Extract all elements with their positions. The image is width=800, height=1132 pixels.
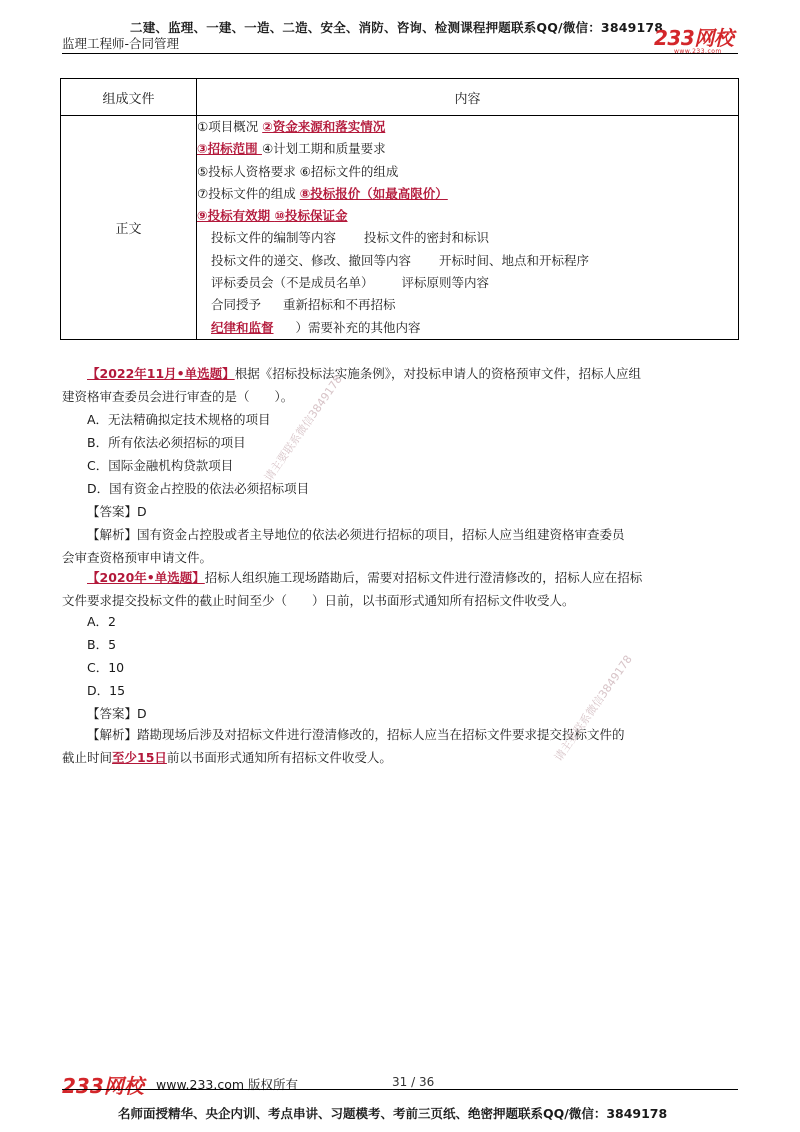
document-composition-table	[60, 78, 739, 340]
question-1-option: B．所有依法必须招标的项目	[87, 435, 246, 450]
question-2-option: A．2	[87, 614, 117, 629]
question-2-option: C．10	[87, 660, 125, 675]
header-divider	[62, 53, 738, 54]
question-1-answer: 【答案】D	[87, 504, 147, 519]
table-header-cell: 内容	[197, 79, 739, 116]
footer-divider	[62, 1089, 738, 1090]
content-line: 合同授予 重新招标和不再招标	[211, 297, 396, 313]
question-2-option: D．15	[87, 683, 126, 698]
content-line: 投标文件的编制等内容 投标文件的密封和标识	[211, 230, 490, 246]
content-line: ⑤投标人资格要求 ⑥招标文件的组成	[197, 163, 399, 179]
question-2-option: B．5	[87, 637, 117, 652]
question-2-analysis: 【解析】踏勘现场后涉及对招标文件进行澄清修改的，招标人应当在招标文件要求提交投标文件的 截止时间至少15日前以书面形式通知所有招标文件收受人。	[62, 727, 625, 765]
table-header-row	[61, 79, 739, 116]
question-tag: 【2020年•单选题】	[87, 570, 205, 585]
question-2-stem: 【2020年•单选题】招标人组织施工现场踏勘后，需要对招标文件进行澄清修改的，招标人应在招标 文件要求提交投标文件的截止时间至少（ ）日前，以书面形式通知所有招标文件收受人。	[62, 570, 643, 608]
question-tag: 【2022年11月•单选题】	[87, 366, 235, 381]
page-number: 31 / 36	[392, 1075, 435, 1089]
row-label: 正文	[61, 116, 197, 340]
table-header-cell: 组成文件	[61, 79, 197, 116]
brand-logo: 233网校 www.233.com	[654, 26, 734, 55]
content-line: 评标委员会（不是成员名单） 评标原则等内容	[211, 275, 490, 291]
content-line: 纪律和监督 ）需要补充的其他内容	[211, 319, 421, 335]
document-subject: 监理工程师-合同管理	[62, 36, 180, 51]
question-1-stem: 【2022年11月•单选题】根据《招标投标法实施条例》，对投标申请人的资格预审文件，招标人应组 建资格审查委员会进行审查的是（ ）。	[62, 366, 641, 404]
content-line: ③招标范围 ④计划工期和质量要求	[197, 141, 386, 157]
footer-logo: 233网校	[62, 1074, 144, 1098]
watermark: 请主要联系微信3849178	[261, 372, 345, 484]
question-1-option: A．无法精确拟定技术规格的项目	[87, 412, 271, 427]
table-row	[61, 116, 739, 340]
footer-copyright: www.233.com 版权所有	[156, 1077, 298, 1092]
watermark: 请主要联系微信3849178	[551, 652, 635, 764]
row-content	[197, 116, 739, 340]
question-1-option: C．国际金融机构贷款项目	[87, 458, 234, 473]
content-line: ①项目概况 ②资金来源和落实情况	[197, 119, 386, 134]
question-1-option: D．国有资金占控股的依法必须招标项目	[87, 481, 310, 496]
question-2-answer: 【答案】D	[87, 706, 147, 721]
footer-banner-text: 名师面授精华、央企内训、考点串讲、习题模考、考前三页纸、绝密押题联系QQ/微信：3849178	[118, 1106, 668, 1121]
header-banner-text: 二建、监理、一建、一造、二造、安全、消防、咨询、检测课程押题联系QQ/微信：3849178	[130, 20, 664, 35]
content-line: ⑨投标有效期 ⑩投标保证金	[197, 208, 348, 224]
question-1-analysis: 【解析】国有资金占控股或者主导地位的依法必须进行招标的项目，招标人应当组建资格审查委员 会审查资格预审申请文件。	[62, 527, 625, 565]
content-line: ⑦投标文件的组成 ⑧投标报价（如最高限价）	[197, 185, 448, 201]
content-line: 投标文件的递交、修改、撤回等内容 开标时间、地点和开标程序	[211, 252, 590, 268]
